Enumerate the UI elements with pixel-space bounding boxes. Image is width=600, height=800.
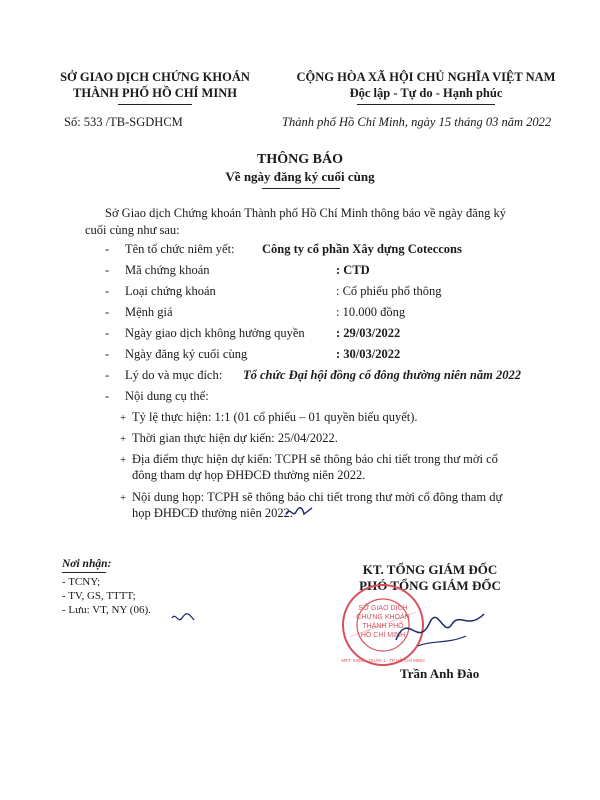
stamp-text: THÀNH PHỐ: [362, 623, 404, 630]
initials-mark-icon: [284, 502, 314, 522]
handwritten-signature-icon: [388, 600, 498, 660]
org-name-line1: SỞ GIAO DỊCH CHỨNG KHOÁN: [60, 70, 250, 84]
intro-line1: Sở Giao dịch Chứng khoán Thành phố Hồ Chí Minh thông báo về ngày đăng ký: [105, 206, 506, 220]
detail-item: + Tỷ lệ thực hiện: 1:1 (01 cổ phiếu – 01 quyền biểu quyết).: [120, 410, 418, 424]
item-value-exdate: : 29/03/2022: [336, 326, 401, 340]
item-label: Nội dung cụ thể:: [125, 389, 209, 403]
item-label: Ngày đăng ký cuối cùng: [125, 347, 248, 361]
recipients-heading: Nơi nhận:: [62, 558, 112, 570]
stamp-text: HỒ CHÍ MINH: [360, 632, 406, 639]
nation-line2: Độc lập - Tự do - Hạnh phúc: [349, 86, 503, 100]
item-value-recorddate: : 30/03/2022: [336, 347, 401, 361]
item-label: Loại chứng khoán: [125, 284, 216, 298]
signer-name: Trần Anh Đào: [400, 666, 480, 681]
nation-line1: CỘNG HÒA XÃ HỘI CHỦ NGHĨA VIỆT NAM: [296, 70, 556, 84]
recipient-line: - TV, GS, TTTT;: [62, 590, 136, 602]
notice-subtitle: Về ngày đăng ký cuối cùng: [225, 169, 375, 184]
item-label: Ngày giao dịch không hưởng quyền: [125, 326, 305, 340]
initials-mark-icon: [170, 610, 196, 626]
detail-item-cont: đông tham dự họp ĐHĐCĐ thường niên 2022.: [132, 468, 366, 482]
signature-title-line2: PHÓ TỔNG GIÁM ĐỐC: [359, 578, 501, 593]
document-number: Số: 533 /TB-SGDHCM: [64, 115, 183, 129]
recipient-line: - TCNY;: [62, 576, 101, 588]
detail-item-cont: họp ĐHĐCĐ thường niên 2022.: [132, 506, 293, 520]
detail-item: + Thời gian thực hiện dự kiến: 25/04/2022.: [120, 431, 338, 445]
item-value-ticker: : CTD: [336, 263, 370, 277]
nation-underline: [357, 104, 495, 105]
item-value-company: Công ty cổ phần Xây dựng Coteccons: [262, 242, 462, 256]
org-name-line2: THÀNH PHỐ HỒ CHÍ MINH: [73, 86, 237, 100]
stamp-text: SỞ GIAO DỊCH: [358, 605, 408, 612]
item-label: Mệnh giá: [125, 305, 173, 319]
detail-item: + Nội dung họp: TCPH sẽ thông báo chi tiết trong thư mời cổ đông tham dự: [120, 490, 503, 504]
place-date: Thành phố Hồ Chí Minh, ngày 15 tháng 03 năm 2022: [282, 115, 552, 129]
signature-title-line1: KT. TỔNG GIÁM ĐỐC: [362, 562, 498, 577]
item-value-purpose: Tổ chức Đại hội đồng cổ đông thường niên năm 2022: [243, 368, 521, 382]
intro-line2: cuối cùng như sau:: [85, 223, 180, 237]
document-page: SỞ GIAO DỊCH CHỨNG KHOÁN THÀNH PHỐ HỒ CHÍ MINH Số: 533 /TB-SGDHCM CỘNG HÒA XÃ HỘI CHỦ NGHĨA VIỆT NAM Độc lập - Tự do - Hạnh phúc Thành phố Hồ Chí Minh, ngày 15 tháng 03 năm 2022 THÔNG BÁO Về ngày đăng ký cuối cùng Sở Giao dịch Chứng khoán Thành phố Hồ Chí Minh thông báo về ngày đăng ký cuối cùng như sau: - Tên tổ chức niêm yết: Công ty cổ phần Xây dựng Coteccons - Mã chứng khoán : CTD - Loại chứng khoán : Cổ phiếu phổ thông - Mệnh giá : 10.000 đồng - Ngày giao dịch không hưởng quyền : 29/03/2022 - Ngày đăng ký cuối cùng : 30/03/2022 - Lý do và mục đích: Tổ chức Đại hội đồng cổ đông thường niên năm 2022 - Nội dung cụ thể: + Tỷ lệ thực hiện: 1:1 (01 cổ phiếu – 01 quyền biểu quyết). + Thời gian thực hiện dự kiến: 25/04/2022. + Địa điểm thực hiện dự kiến: TCPH sẽ thông báo chi tiết trong thư mời cổ đông tham dự họp ĐHĐCĐ thường niên 2022. + Nội dung họp: TCPH sẽ thông báo chi tiết trong thư mời cổ đông tham dự họp ĐHĐCĐ thường niên 2022. Nơi nhận: - TCNY; - TV, GS, TTTT; - Lưu: VT, NY (06). KT. TỔNG GIÁM ĐỐC PHÓ TỔNG GIÁM ĐỐC SỞ GIAO DỊCH CHỨNG KHOÁN THÀNH PHỐ HỒ CHÍ MINH MST: 0305… QUẬN 1 - TP HỒ CHÍ MINH Trần Anh Đào: [0, 0, 600, 800]
item-value-type: : Cổ phiếu phổ thông: [336, 284, 442, 298]
recipient-line: - Lưu: VT, NY (06).: [62, 604, 151, 616]
org-underline: [118, 104, 192, 105]
item-value-par: : 10.000 đồng: [336, 305, 406, 319]
item-label: Mã chứng khoán: [125, 263, 210, 277]
stamp-ring-text: MST: 0305… QUẬN 1 - TP HỒ CHÍ MINH: [341, 658, 425, 663]
detail-item: + Địa điểm thực hiện dự kiến: TCPH sẽ thông báo chi tiết trong thư mời cổ: [120, 452, 498, 466]
stamp-text: CHỨNG KHOÁN: [356, 614, 410, 621]
item-label: Tên tổ chức niêm yết:: [125, 242, 235, 256]
item-label: Lý do và mục đích:: [125, 368, 223, 382]
recipients-underline: [62, 572, 106, 573]
title-underline: [262, 188, 340, 189]
notice-title: THÔNG BÁO: [257, 152, 343, 167]
